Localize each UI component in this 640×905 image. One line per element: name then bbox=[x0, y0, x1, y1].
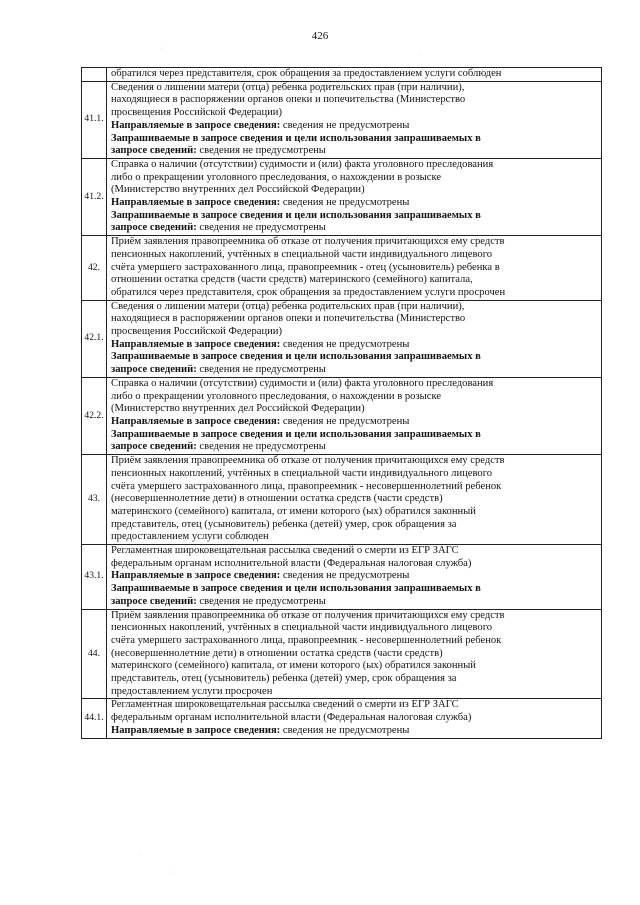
field-label: Направляемые в запросе сведения: bbox=[111, 724, 281, 736]
field-label: Направляемые в запросе сведения: bbox=[111, 415, 281, 427]
text-line bbox=[111, 197, 599, 210]
field-value: (несовершеннолетние дети) в отношении остатка средств (части средств) bbox=[111, 493, 443, 505]
field-value: пенсионных накоплений, учтённых в специальной части индивидуального лицевого bbox=[111, 248, 493, 260]
text-line bbox=[111, 570, 599, 583]
field-value: сведения не предусмотрены bbox=[280, 197, 410, 209]
field-value: сведения не предусмотрены bbox=[196, 145, 326, 157]
field-label: запросе сведений: bbox=[111, 364, 197, 376]
field-value: Сведения о лишении матери (отца) ребенка родительских прав (при наличии), bbox=[111, 81, 465, 93]
field-value: Справка о наличии (отсутствии) судимости и (или) факта уголовного преследования bbox=[111, 158, 494, 170]
text-line bbox=[111, 429, 599, 442]
field-value: обратился через представителя, срок обращения за предоставлением услуги соблюден bbox=[111, 68, 502, 79]
table-row bbox=[82, 68, 602, 82]
field-label: Запрашиваемые в запросе сведения и цели использования запрашиваемых в bbox=[111, 428, 481, 440]
table-row bbox=[82, 81, 602, 158]
text-line bbox=[111, 712, 599, 725]
text-line bbox=[111, 673, 599, 686]
field-value: обратился через представителя, срок обращения за предоставлением услуги просрочен bbox=[111, 286, 506, 298]
scan-speck: · bbox=[420, 52, 422, 58]
text-line bbox=[111, 468, 599, 481]
text-line bbox=[111, 133, 599, 146]
field-label: Направляемые в запросе сведения: bbox=[111, 570, 281, 582]
row-number: 42. bbox=[82, 236, 107, 301]
row-number bbox=[82, 68, 107, 82]
field-value: предоставлением услуги просрочен bbox=[111, 685, 273, 697]
field-value: счёта умершего застрахованного лица, правопреемник - несовершеннолетний ребенок bbox=[111, 634, 502, 646]
row-description bbox=[107, 68, 602, 82]
field-value: сведения не предусмотрены bbox=[280, 724, 410, 736]
field-value: сведения не предусмотрены bbox=[280, 415, 410, 427]
text-line bbox=[111, 326, 599, 339]
text-line bbox=[111, 403, 599, 416]
row-number: 41.2. bbox=[82, 158, 107, 235]
text-line bbox=[111, 545, 599, 558]
field-value: представитель, отец (усыновитель) ребенка (детей) умер, срок обращения за bbox=[111, 673, 457, 685]
text-line bbox=[111, 622, 599, 635]
row-number: 42.2. bbox=[82, 377, 107, 454]
text-line bbox=[111, 107, 599, 120]
field-value: сведения не предусмотрены bbox=[196, 364, 326, 376]
field-label: запросе сведений: bbox=[111, 441, 197, 453]
field-value: Приём заявления правопреемника об отказе от получения причитающихся ему средств bbox=[111, 455, 505, 467]
page-number: 426 bbox=[311, 30, 329, 42]
field-label: Направляемые в запросе сведения: bbox=[111, 119, 281, 131]
text-line bbox=[111, 493, 599, 506]
field-value: сведения не предусмотрены bbox=[280, 338, 410, 350]
field-label: Запрашиваемые в запросе сведения и цели использования запрашиваемых в bbox=[111, 351, 481, 363]
field-value: (несовершеннолетние дети) в отношении остатка средств (части средств) bbox=[111, 647, 443, 659]
row-description bbox=[107, 545, 602, 610]
table-row bbox=[82, 158, 602, 235]
text-line bbox=[111, 725, 599, 738]
row-description bbox=[107, 699, 602, 738]
text-line bbox=[111, 301, 599, 314]
text-line bbox=[111, 455, 599, 468]
table-row bbox=[82, 609, 602, 699]
row-number: 44. bbox=[82, 609, 107, 699]
field-value: либо о прекращении уголовного преследования, о нахождении в розыске bbox=[111, 171, 442, 183]
text-line bbox=[111, 120, 599, 133]
text-line bbox=[111, 648, 599, 661]
row-description bbox=[107, 300, 602, 377]
row-description bbox=[107, 81, 602, 158]
text-line bbox=[111, 82, 599, 95]
field-value: (Министерство внутренних дел Российской Федерации) bbox=[111, 403, 365, 415]
scan-speck: · bbox=[160, 46, 162, 52]
field-value: федеральным органам исполнительной власти (Федеральная налоговая служба) bbox=[111, 712, 472, 724]
table-row bbox=[82, 377, 602, 454]
text-line bbox=[111, 287, 599, 300]
scan-speck: · bbox=[170, 870, 172, 876]
field-value: пенсионных накоплений, учтённых в специальной части индивидуального лицевого bbox=[111, 622, 493, 634]
field-label: Направляемые в запросе сведения: bbox=[111, 197, 281, 209]
text-line bbox=[111, 583, 599, 596]
field-value: материнского (семейного) капитала, от имени которого (ых) обратился законный bbox=[111, 660, 476, 672]
field-value: либо о прекращении уголовного преследования, о нахождении в розыске bbox=[111, 390, 442, 402]
text-line bbox=[111, 210, 599, 223]
field-value: сведения не предусмотрены bbox=[280, 570, 410, 582]
field-value: федеральным органам исполнительной власти (Федеральная налоговая служба) bbox=[111, 557, 472, 569]
field-label: запросе сведений: bbox=[111, 222, 197, 234]
field-value: сведения не предусмотрены bbox=[196, 595, 326, 607]
text-line bbox=[111, 222, 599, 235]
text-line bbox=[111, 416, 599, 429]
text-line bbox=[111, 145, 599, 158]
services-table bbox=[81, 67, 602, 739]
field-value: Сведения о лишении матери (отца) ребенка родительских прав (при наличии), bbox=[111, 300, 465, 312]
text-line bbox=[111, 531, 599, 544]
field-value: пенсионных накоплений, учтённых в специальной части индивидуального лицевого bbox=[111, 467, 493, 479]
field-value: находящиеся в распоряжении органов опеки и попечительства (Министерство bbox=[111, 94, 466, 106]
field-label: Запрашиваемые в запросе сведения и цели использования запрашиваемых в bbox=[111, 132, 481, 144]
row-description bbox=[107, 455, 602, 545]
text-line bbox=[111, 686, 599, 699]
table-row bbox=[82, 455, 602, 545]
field-value: (Министерство внутренних дел Российской Федерации) bbox=[111, 184, 365, 196]
text-line bbox=[111, 313, 599, 326]
row-number: 44.1. bbox=[82, 699, 107, 738]
field-value: сведения не предусмотрены bbox=[196, 441, 326, 453]
field-value: просвещения Российской Федерации) bbox=[111, 107, 283, 119]
row-description bbox=[107, 609, 602, 699]
table-row bbox=[82, 545, 602, 610]
text-line bbox=[111, 184, 599, 197]
field-value: счёта умершего застрахованного лица, правопреемник - несовершеннолетний ребенок bbox=[111, 480, 502, 492]
field-label: запросе сведений: bbox=[111, 145, 197, 157]
text-line bbox=[111, 94, 599, 107]
text-line bbox=[111, 596, 599, 609]
table-row bbox=[82, 236, 602, 301]
field-value: находящиеся в распоряжении органов опеки и попечительства (Министерство bbox=[111, 313, 466, 325]
text-line bbox=[111, 635, 599, 648]
text-line bbox=[111, 391, 599, 404]
row-number: 42.1. bbox=[82, 300, 107, 377]
text-line bbox=[111, 339, 599, 352]
text-line bbox=[111, 364, 599, 377]
text-line bbox=[111, 506, 599, 519]
row-description bbox=[107, 158, 602, 235]
field-value: Приём заявления правопреемника об отказе от получения причитающихся ему средств bbox=[111, 236, 505, 248]
text-line bbox=[111, 441, 599, 454]
row-number: 43. bbox=[82, 455, 107, 545]
text-line bbox=[111, 699, 599, 712]
text-line bbox=[111, 378, 599, 391]
table-row bbox=[82, 300, 602, 377]
table-row bbox=[82, 699, 602, 738]
field-value: счёта умершего застрахованного лица, правопреемник - отец (усыновитель) ребенка в bbox=[111, 261, 500, 273]
field-value: Регламентная широковещательная рассылка сведений о смерти из ЕГР ЗАГС bbox=[111, 699, 459, 711]
field-value: материнского (семейного) капитала, от имени которого (ых) обратился законный bbox=[111, 505, 476, 517]
text-line bbox=[111, 236, 599, 249]
text-line bbox=[111, 172, 599, 185]
row-description bbox=[107, 377, 602, 454]
field-value: представитель, отец (усыновитель) ребенка (детей) умер, срок обращения за bbox=[111, 518, 457, 530]
row-number: 43.1. bbox=[82, 545, 107, 610]
field-label: Запрашиваемые в запросе сведения и цели использования запрашиваемых в bbox=[111, 209, 481, 221]
text-line bbox=[111, 351, 599, 364]
text-line bbox=[111, 68, 599, 81]
text-line bbox=[111, 610, 599, 623]
field-value: Приём заявления правопреемника об отказе от получения причитающихся ему средств bbox=[111, 609, 505, 621]
field-label: Запрашиваемые в запросе сведения и цели использования запрашиваемых в bbox=[111, 583, 481, 595]
field-value: Регламентная широковещательная рассылка сведений о смерти из ЕГР ЗАГС bbox=[111, 545, 459, 557]
field-value: Справка о наличии (отсутствии) судимости и (или) факта уголовного преследования bbox=[111, 377, 494, 389]
scan-speck: · bbox=[140, 852, 142, 858]
row-description bbox=[107, 236, 602, 301]
field-label: запросе сведений: bbox=[111, 595, 197, 607]
text-line bbox=[111, 481, 599, 494]
field-value: предоставлением услуги соблюден bbox=[111, 531, 269, 543]
field-value: сведения не предусмотрены bbox=[196, 222, 326, 234]
text-line bbox=[111, 519, 599, 532]
text-line bbox=[111, 159, 599, 172]
text-line bbox=[111, 660, 599, 673]
field-value: сведения не предусмотрены bbox=[280, 119, 410, 131]
text-line bbox=[111, 262, 599, 275]
text-line bbox=[111, 249, 599, 262]
field-value: просвещения Российской Федерации) bbox=[111, 326, 283, 338]
field-label: Направляемые в запросе сведения: bbox=[111, 338, 281, 350]
text-line bbox=[111, 558, 599, 571]
row-number: 41.1. bbox=[82, 81, 107, 158]
text-line bbox=[111, 274, 599, 287]
field-value: отношении остатка средств (части средств) материнского (семейного) капитала, bbox=[111, 274, 473, 286]
